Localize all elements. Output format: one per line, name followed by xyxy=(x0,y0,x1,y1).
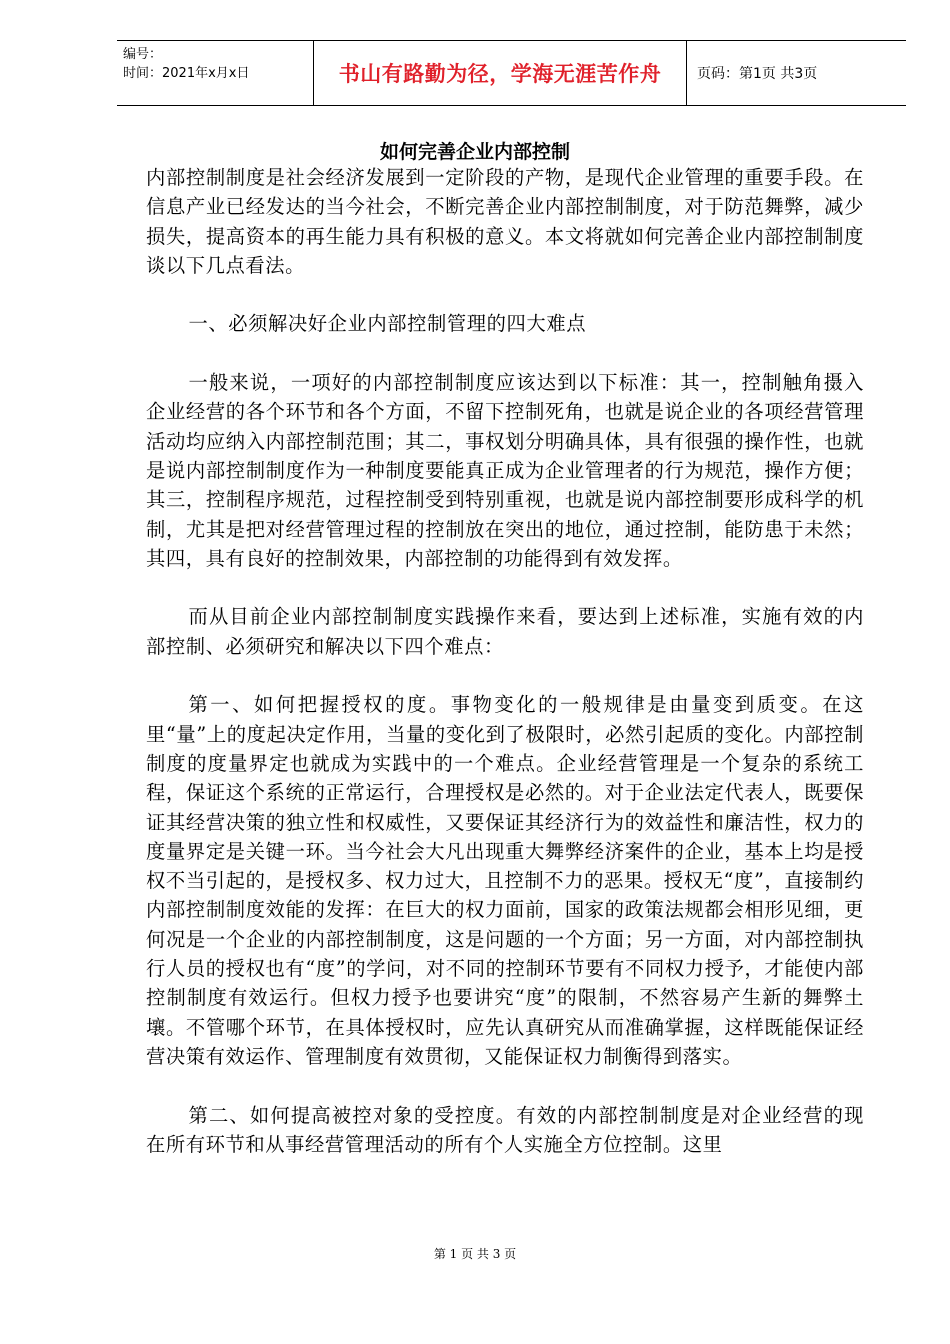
body-paragraph: 第二、如何提高被控对象的受控度。有效的内部控制制度是对企业经营的现在所有环节和从事经营管理活动的所有个人实施全方位控制。这里 xyxy=(146,1103,864,1156)
body-paragraph: 第一、如何把握授权的度。事物变化的一般规律是由量变到质变。在这里“量”上的度起决定作用，当量的变化到了极限时，必然引起质的变化。内部控制制度的度量界定也就成为实践中的一个难点。企业经营管理是一个复杂的系统工程，保证这个系统的正常运行，合理授权是必然的。对于企业法定代表人，既要保证其经营决策的独立性和权威性，又要保证其经济行为的效益性和廉洁性，权力的度量界定是关键一环。当今社会大凡出现重大舞弊经济案件的企业，基本上均是授权不当引起的，是授权多、权力过大，且控制不力的恶果。授权无“度”，直接制约内部控制制度效能的发挥：在巨大的权力面前，国家的政策法规都会相形见细，更何况是一个企业的内部控制制度，这是问题的一个方面；另一方面，对内部控制执行人员的授权也有“度”的学问，对不同的控制环节要有不同权力授予，才能使内部控制制度有效运行。但权力授予也要讲究“度”的限制，不然容易产生新的舞弊土壤。不管哪个环节，在具体授权时，应先认真研究从而准确掌握，这样既能保证经营决策有效运作、管理制度有效贯彻，又能保证权力制衡得到落实。 xyxy=(146,693,864,1068)
header-motto: 书山有路勤为径，学海无涯苦作舟 xyxy=(314,41,687,105)
header-meta xyxy=(117,41,314,105)
section-heading: 一、必须解决好企业内部控制管理的四大难点 xyxy=(188,312,587,336)
page-header xyxy=(117,40,906,106)
document-title: 如何完善企业内部控制 xyxy=(379,141,570,163)
header-page-info: 页码：第1页 共3页 xyxy=(697,66,818,82)
body-paragraph: 一般来说，一项好的内部控制制度应该达到以下标准：其一，控制触角摄入企业经营的各个环节和各个方面，不留下控制死角，也就是说企业的各项经营管理活动均应纳入内部控制范围；其二，事权划分明确具体，具有很强的操作性，也就是说内部控制制度作为一种制度要能真正成为企业管理者的行为规范，操作方便；其三，控制程序规范，过程控制受到特别重视，也就是说内部控制要形成科学的机制，尤其是把对经营管理过程的控制放在突出的地位，通过控制，能防患于未然；其四，具有良好的控制效果，内部控制的功能得到有效发挥。 xyxy=(146,371,864,570)
page-footer: 第 1 页 共 3 页 xyxy=(433,1247,517,1261)
document-time-label: 时间：2021年x月x日 xyxy=(123,66,250,81)
body-paragraph: 而从目前企业内部控制制度实践操作来看，要达到上述标准，实施有效的内部控制、必须研究和解决以下四个难点： xyxy=(146,605,864,658)
body-paragraph-intro: 内部控制制度是社会经济发展到一定阶段的产物，是现代企业管理的重要手段。在信息产业已经发达的当今社会，不断完善企业内部控制制度，对于防范舞弊，减少损失，提高资本的再生能力具有积极的意义。本文将就如何完善企业内部控制制度谈以下几点看法。 xyxy=(146,166,864,277)
document-number-label: 编号： xyxy=(123,47,163,62)
document-body xyxy=(146,163,864,1159)
